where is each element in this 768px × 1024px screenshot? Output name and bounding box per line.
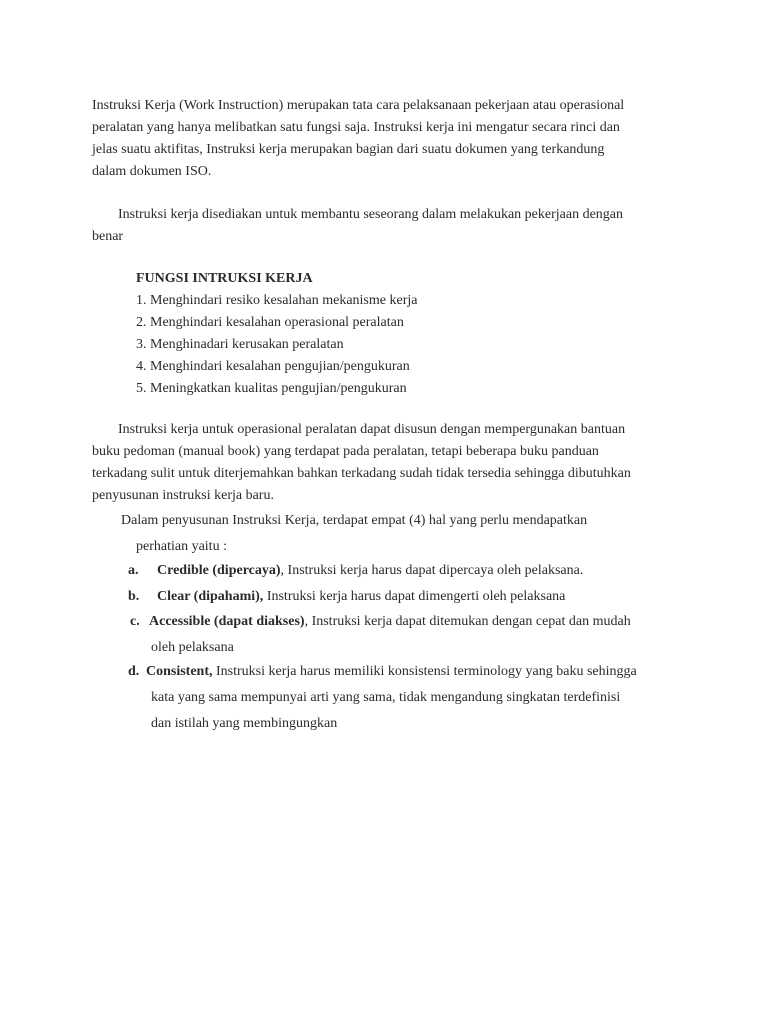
criteria-description: Instruksi kerja harus dapat dimengerti oleh pelaksana bbox=[263, 589, 566, 604]
fungsi-item: 3. Menghinadari kerusakan peralatan bbox=[136, 337, 344, 352]
criteria-intro-line-1: Dalam penyusunan Instruksi Kerja, terdapat empat (4) hal yang perlu mendapatkan bbox=[121, 513, 588, 528]
fungsi-item: 1. Menghindari resiko kesalahan mekanisme kerja bbox=[136, 293, 418, 308]
criteria-intro-line-2: perhatian yaitu : bbox=[136, 539, 227, 554]
criteria-text bbox=[157, 562, 583, 580]
manual-line-4: penyusunan instruksi kerja baru. bbox=[92, 488, 274, 503]
manual-line-2: buku pedoman (manual book) yang terdapat pada peralatan, tetapi beberapa buku panduan bbox=[92, 444, 599, 459]
manual-line-3: terkadang sulit untuk diterjemahkan bahkan terkadang sudah tidak tersedia sehingga dibutuhkan bbox=[92, 466, 631, 481]
manual-line-1: Instruksi kerja untuk operasional peralatan dapat disusun dengan mempergunakan bantuan bbox=[118, 422, 626, 437]
fungsi-heading: FUNGSI INTRUKSI KERJA bbox=[136, 271, 313, 286]
criteria-text bbox=[149, 613, 631, 631]
fungsi-item: 2. Menghindari kesalahan operasional peralatan bbox=[136, 315, 404, 330]
criteria-continuation: dan istilah yang membingungkan bbox=[151, 716, 338, 731]
criteria-term: Consistent, bbox=[146, 664, 213, 679]
purpose-line-2: benar bbox=[92, 229, 124, 244]
criteria-description: , Instruksi kerja dapat ditemukan dengan cepat dan mudah bbox=[304, 614, 631, 629]
criteria-marker: c. bbox=[130, 614, 140, 629]
criteria-marker: a. bbox=[128, 563, 139, 578]
fungsi-item: 4. Menghindari kesalahan pengujian/pengukuran bbox=[136, 359, 410, 374]
criteria-description: Instruksi kerja harus memiliki konsistensi terminology yang baku sehingga bbox=[212, 664, 637, 679]
fungsi-item: 5. Meningkatkan kualitas pengujian/pengukuran bbox=[136, 381, 407, 396]
intro-line-1: Instruksi Kerja (Work Instruction) merupakan tata cara pelaksanaan pekerjaan atau operasional bbox=[92, 98, 625, 113]
criteria-text bbox=[157, 588, 565, 606]
criteria-term: Accessible (dapat diakses) bbox=[149, 614, 305, 629]
criteria-term: Credible (dipercaya) bbox=[157, 563, 281, 578]
criteria-text bbox=[146, 663, 637, 681]
criteria-marker: d. bbox=[128, 664, 140, 679]
criteria-continuation: oleh pelaksana bbox=[151, 640, 234, 655]
intro-line-2: peralatan yang hanya melibatkan satu fungsi saja. Instruksi kerja ini mengatur secara rinci dan bbox=[92, 120, 620, 135]
criteria-marker: b. bbox=[128, 589, 140, 604]
purpose-line-1: Instruksi kerja disediakan untuk membantu seseorang dalam melakukan pekerjaan dengan bbox=[118, 207, 623, 222]
intro-line-3: jelas suatu aktifitas, Instruksi kerja merupakan bagian dari suatu dokumen yang terkandung bbox=[92, 142, 605, 157]
criteria-description: , Instruksi kerja harus dapat dipercaya oleh pelaksana. bbox=[280, 563, 584, 578]
criteria-term: Clear (dipahami), bbox=[157, 589, 264, 604]
intro-line-4: dalam dokumen ISO. bbox=[92, 164, 212, 179]
criteria-continuation: kata yang sama mempunyai arti yang sama, tidak mengandung singkatan terdefinisi bbox=[151, 690, 621, 705]
